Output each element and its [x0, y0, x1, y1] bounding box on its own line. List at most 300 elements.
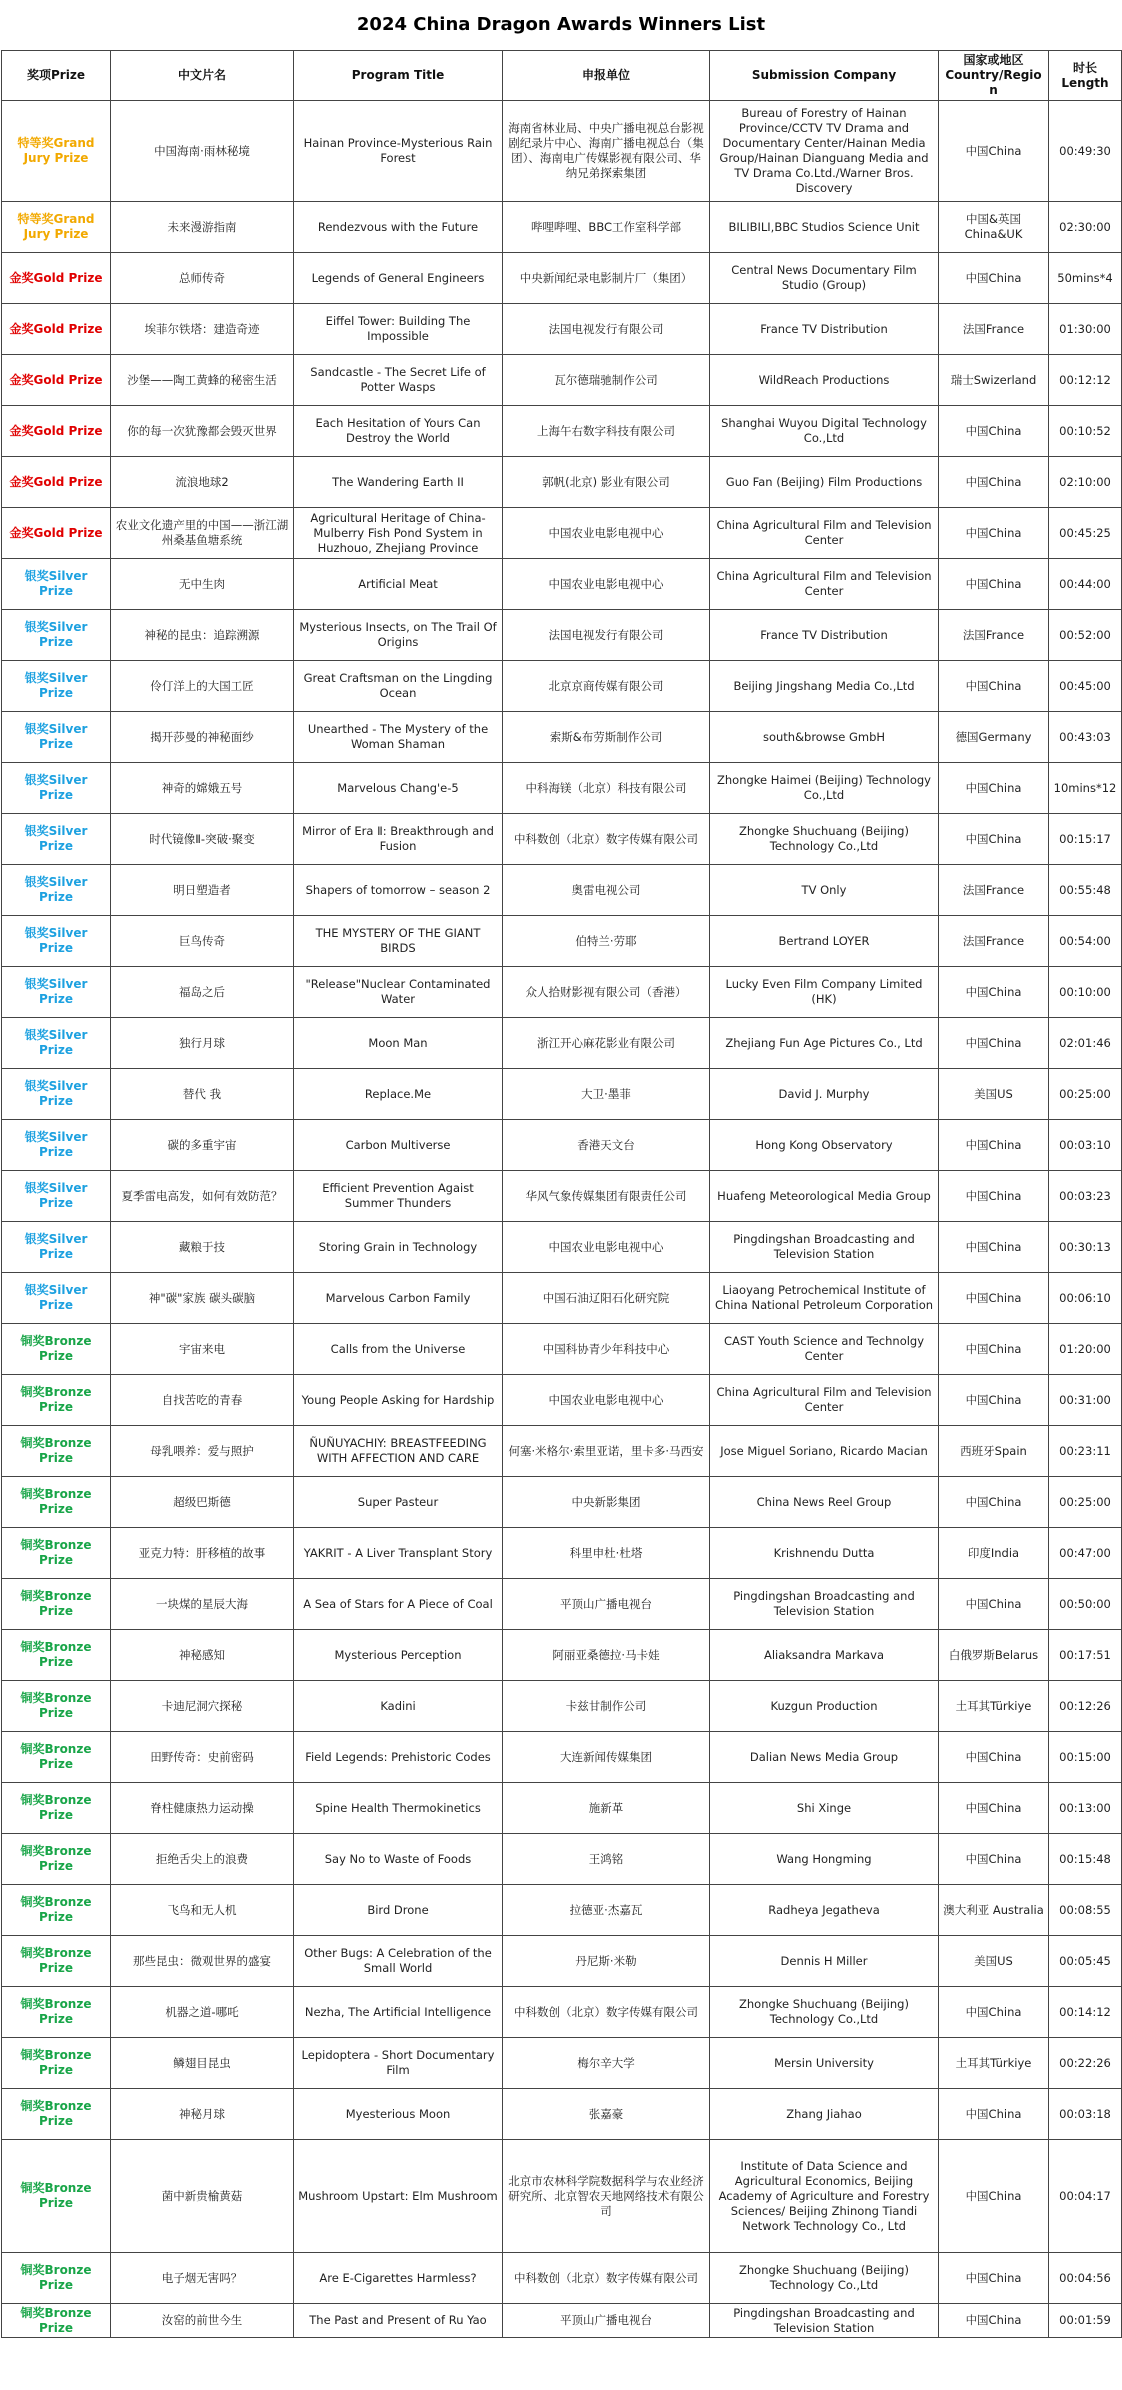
program-title-cell: Hainan Province-Mysterious Rain Forest: [294, 101, 503, 202]
submission-company-cell: Kuzgun Production: [710, 1681, 939, 1732]
prize-cell: 金奖Gold Prize: [2, 406, 111, 457]
applicant-cell: 中科数创（北京）数字传媒有限公司: [503, 2253, 710, 2304]
submission-company-cell: Guo Fan (Beijing) Film Productions: [710, 457, 939, 508]
country-cell: 中国China: [939, 2253, 1049, 2304]
country-cell: 美国US: [939, 1936, 1049, 1987]
submission-company-cell: David J. Murphy: [710, 1069, 939, 1120]
submission-company-cell: Zhongke Shuchuang (Beijing) Technology Co.,Ltd: [710, 2253, 939, 2304]
length-cell: 00:45:00: [1049, 661, 1122, 712]
applicant-cell: 奥雷电视公司: [503, 865, 710, 916]
country-cell: 中国China: [939, 406, 1049, 457]
cn-title-cell: 夏季雷电高发，如何有效防范？: [111, 1171, 294, 1222]
country-cell: 中国China: [939, 1222, 1049, 1273]
submission-company-cell: Shanghai Wuyou Digital Technology Co.,Ltd: [710, 406, 939, 457]
length-cell: 00:04:56: [1049, 2253, 1122, 2304]
table-row: [2, 1375, 1122, 1426]
prize-cell: 银奖Silver Prize: [2, 814, 111, 865]
program-title-cell: Spine Health Thermokinetics: [294, 1783, 503, 1834]
table-row: [2, 1528, 1122, 1579]
prize-cell: 铜奖Bronze Prize: [2, 1681, 111, 1732]
cn-title-cell: 未来漫游指南: [111, 202, 294, 253]
submission-company-cell: Bertrand LOYER: [710, 916, 939, 967]
prize-cell: 铜奖Bronze Prize: [2, 1834, 111, 1885]
length-cell: 00:13:00: [1049, 1783, 1122, 1834]
program-title-cell: Each Hesitation of Yours Can Destroy the World: [294, 406, 503, 457]
prize-cell: 铜奖Bronze Prize: [2, 2304, 111, 2338]
cn-title-cell: 神秘感知: [111, 1630, 294, 1681]
prize-cell: 铜奖Bronze Prize: [2, 1630, 111, 1681]
country-cell: 美国US: [939, 1069, 1049, 1120]
submission-company-cell: TV Only: [710, 865, 939, 916]
program-title-cell: Eiffel Tower: Building The Impossible: [294, 304, 503, 355]
table-row: [2, 916, 1122, 967]
length-cell: 01:30:00: [1049, 304, 1122, 355]
program-title-cell: A Sea of Stars for A Piece of Coal: [294, 1579, 503, 1630]
prize-cell: 银奖Silver Prize: [2, 1273, 111, 1324]
submission-company-cell: Pingdingshan Broadcasting and Television Station: [710, 2304, 939, 2338]
prize-cell: 银奖Silver Prize: [2, 865, 111, 916]
program-title-cell: Mysterious Insects, on The Trail Of Origins: [294, 610, 503, 661]
prize-cell: 银奖Silver Prize: [2, 763, 111, 814]
header-cn-title: 中文片名: [111, 51, 294, 101]
submission-company-cell: France TV Distribution: [710, 304, 939, 355]
submission-company-cell: Krishnendu Dutta: [710, 1528, 939, 1579]
submission-company-cell: China News Reel Group: [710, 1477, 939, 1528]
table-row: [2, 1732, 1122, 1783]
program-title-cell: Kadini: [294, 1681, 503, 1732]
program-title-cell: Myesterious Moon: [294, 2089, 503, 2140]
prize-cell: 特等奖Grand Jury Prize: [2, 101, 111, 202]
program-title-cell: Other Bugs: A Celebration of the Small World: [294, 1936, 503, 1987]
prize-cell: 银奖Silver Prize: [2, 661, 111, 712]
submission-company-cell: Liaoyang Petrochemical Institute of China National Petroleum Corporation: [710, 1273, 939, 1324]
country-cell: 法国France: [939, 916, 1049, 967]
program-title-cell: The Past and Present of Ru Yao: [294, 2304, 503, 2338]
submission-company-cell: China Agricultural Film and Television Center: [710, 508, 939, 559]
applicant-cell: 索斯&布劳斯制作公司: [503, 712, 710, 763]
table-row: [2, 2253, 1122, 2304]
country-cell: 中国China: [939, 253, 1049, 304]
submission-company-cell: China Agricultural Film and Television Center: [710, 559, 939, 610]
submission-company-cell: Zhejiang Fun Age Pictures Co., Ltd: [710, 1018, 939, 1069]
cn-title-cell: 神"碳"家族 碳头碳脑: [111, 1273, 294, 1324]
table-row: [2, 304, 1122, 355]
program-title-cell: Are E-Cigarettes Harmless?: [294, 2253, 503, 2304]
submission-company-cell: Pingdingshan Broadcasting and Television Station: [710, 1222, 939, 1273]
country-cell: 中国China: [939, 457, 1049, 508]
program-title-cell: Efficient Prevention Agaist Summer Thunders: [294, 1171, 503, 1222]
cn-title-cell: 巨鸟传奇: [111, 916, 294, 967]
program-title-cell: Rendezvous with the Future: [294, 202, 503, 253]
submission-company-cell: Radheya Jegatheva: [710, 1885, 939, 1936]
table-row: [2, 1681, 1122, 1732]
program-title-cell: The Wandering Earth II: [294, 457, 503, 508]
cn-title-cell: 流浪地球2: [111, 457, 294, 508]
table-row: [2, 661, 1122, 712]
table-row: [2, 1069, 1122, 1120]
program-title-cell: Marvelous Carbon Family: [294, 1273, 503, 1324]
program-title-cell: ÑUÑUYACHIY: BREASTFEEDING WITH AFFECTION AND CARE: [294, 1426, 503, 1477]
program-title-cell: YAKRIT - A Liver Transplant Story: [294, 1528, 503, 1579]
prize-cell: 铜奖Bronze Prize: [2, 1783, 111, 1834]
applicant-cell: 中央新闻纪录电影制片厂（集团）: [503, 253, 710, 304]
cn-title-cell: 超级巴斯德: [111, 1477, 294, 1528]
table-row: [2, 967, 1122, 1018]
table-row: [2, 406, 1122, 457]
table-row: [2, 610, 1122, 661]
country-cell: 土耳其Türkiye: [939, 1681, 1049, 1732]
cn-title-cell: 飞鸟和无人机: [111, 1885, 294, 1936]
table-row: [2, 1630, 1122, 1681]
table-row: [2, 1834, 1122, 1885]
cn-title-cell: 伶仃洋上的大国工匠: [111, 661, 294, 712]
length-cell: 00:17:51: [1049, 1630, 1122, 1681]
length-cell: 50mins*4: [1049, 253, 1122, 304]
country-cell: 中国&英国 China&UK: [939, 202, 1049, 253]
country-cell: 中国China: [939, 814, 1049, 865]
length-cell: 00:12:26: [1049, 1681, 1122, 1732]
table-row: [2, 508, 1122, 559]
program-title-cell: Calls from the Universe: [294, 1324, 503, 1375]
cn-title-cell: 卡迪尼洞穴探秘: [111, 1681, 294, 1732]
length-cell: 00:49:30: [1049, 101, 1122, 202]
applicant-cell: 梅尔辛大学: [503, 2038, 710, 2089]
cn-title-cell: 福岛之后: [111, 967, 294, 1018]
length-cell: 00:45:25: [1049, 508, 1122, 559]
header-country: 国家或地区 Country/Region: [939, 51, 1049, 101]
table-row: [2, 1120, 1122, 1171]
length-cell: 02:01:46: [1049, 1018, 1122, 1069]
length-cell: 00:10:00: [1049, 967, 1122, 1018]
applicant-cell: 平顶山广播电视台: [503, 2304, 710, 2338]
applicant-cell: 拉德亚·杰嘉瓦: [503, 1885, 710, 1936]
prize-cell: 金奖Gold Prize: [2, 253, 111, 304]
length-cell: 00:01:59: [1049, 2304, 1122, 2338]
country-cell: 中国China: [939, 1375, 1049, 1426]
length-cell: 02:10:00: [1049, 457, 1122, 508]
applicant-cell: 中科海镁（北京）科技有限公司: [503, 763, 710, 814]
table-row: [2, 1477, 1122, 1528]
applicant-cell: 中科数创（北京）数字传媒有限公司: [503, 1987, 710, 2038]
table-row: [2, 2304, 1122, 2338]
submission-company-cell: France TV Distribution: [710, 610, 939, 661]
applicant-cell: 中国农业电影电视中心: [503, 508, 710, 559]
submission-company-cell: Zhongke Shuchuang (Beijing) Technology Co.,Ltd: [710, 1987, 939, 2038]
program-title-cell: Young People Asking for Hardship: [294, 1375, 503, 1426]
country-cell: 瑞士Swizerland: [939, 355, 1049, 406]
applicant-cell: 卡兹甘制作公司: [503, 1681, 710, 1732]
cn-title-cell: 独行月球: [111, 1018, 294, 1069]
submission-company-cell: Dalian News Media Group: [710, 1732, 939, 1783]
program-title-cell: Storing Grain in Technology: [294, 1222, 503, 1273]
submission-company-cell: Jose Miguel Soriano, Ricardo Macian: [710, 1426, 939, 1477]
table-row: [2, 1171, 1122, 1222]
applicant-cell: 中国石油辽阳石化研究院: [503, 1273, 710, 1324]
cn-title-cell: 神秘的昆虫：追踪溯源: [111, 610, 294, 661]
program-title-cell: "Release"Nuclear Contaminated Water: [294, 967, 503, 1018]
length-cell: 00:31:00: [1049, 1375, 1122, 1426]
prize-cell: 铜奖Bronze Prize: [2, 2140, 111, 2253]
submission-company-cell: CAST Youth Science and Technolgy Center: [710, 1324, 939, 1375]
country-cell: 中国China: [939, 101, 1049, 202]
prize-cell: 铜奖Bronze Prize: [2, 1426, 111, 1477]
submission-company-cell: Shi Xinge: [710, 1783, 939, 1834]
program-title-cell: Nezha, The Artificial Intelligence: [294, 1987, 503, 2038]
table-row: [2, 1222, 1122, 1273]
length-cell: 00:10:52: [1049, 406, 1122, 457]
table-row: [2, 814, 1122, 865]
table-row: [2, 2038, 1122, 2089]
prize-cell: 金奖Gold Prize: [2, 304, 111, 355]
cn-title-cell: 中国海南·雨林秘境: [111, 101, 294, 202]
winners-table: [1, 50, 1122, 2338]
prize-cell: 金奖Gold Prize: [2, 355, 111, 406]
applicant-cell: 王鸿铭: [503, 1834, 710, 1885]
length-cell: 00:14:12: [1049, 1987, 1122, 2038]
program-title-cell: Field Legends: Prehistoric Codes: [294, 1732, 503, 1783]
program-title-cell: Moon Man: [294, 1018, 503, 1069]
prize-cell: 铜奖Bronze Prize: [2, 1885, 111, 1936]
applicant-cell: 中国农业电影电视中心: [503, 1222, 710, 1273]
program-title-cell: Great Craftsman on the Lingding Ocean: [294, 661, 503, 712]
length-cell: 02:30:00: [1049, 202, 1122, 253]
cn-title-cell: 沙堡——陶工黄蜂的秘密生活: [111, 355, 294, 406]
cn-title-cell: 拒绝舌尖上的浪费: [111, 1834, 294, 1885]
applicant-cell: 浙江开心麻花影业有限公司: [503, 1018, 710, 1069]
applicant-cell: 丹尼斯·米勒: [503, 1936, 710, 1987]
prize-cell: 银奖Silver Prize: [2, 610, 111, 661]
prize-cell: 金奖Gold Prize: [2, 508, 111, 559]
program-title-cell: Mysterious Perception: [294, 1630, 503, 1681]
applicant-cell: 中国科协青少年科技中心: [503, 1324, 710, 1375]
length-cell: 01:20:00: [1049, 1324, 1122, 1375]
country-cell: 法国France: [939, 610, 1049, 661]
submission-company-cell: BILIBILI,BBC Studios Science Unit: [710, 202, 939, 253]
cn-title-cell: 那些昆虫：微观世界的盛宴: [111, 1936, 294, 1987]
applicant-cell: 施新革: [503, 1783, 710, 1834]
length-cell: 00:15:17: [1049, 814, 1122, 865]
table-row: [2, 1426, 1122, 1477]
country-cell: 中国China: [939, 559, 1049, 610]
table-row: [2, 1018, 1122, 1069]
cn-title-cell: 埃菲尔铁塔：建造奇迹: [111, 304, 294, 355]
cn-title-cell: 自找苦吃的青春: [111, 1375, 294, 1426]
applicant-cell: 瓦尔德瑞驰制作公司: [503, 355, 710, 406]
prize-cell: 银奖Silver Prize: [2, 967, 111, 1018]
table-row: [2, 1936, 1122, 1987]
prize-cell: 铜奖Bronze Prize: [2, 1987, 111, 2038]
prize-cell: 铜奖Bronze Prize: [2, 1375, 111, 1426]
program-title-cell: Super Pasteur: [294, 1477, 503, 1528]
submission-company-cell: Institute of Data Science and Agricultural Economics, Beijing Academy of Agriculture and Forestry Sciences/ Beijing Zhinong Tiandi Network Technology Co., Ltd: [710, 2140, 939, 2253]
applicant-cell: 大卫·墨菲: [503, 1069, 710, 1120]
table-row: [2, 1273, 1122, 1324]
program-title-cell: Sandcastle - The Secret Life of Potter Wasps: [294, 355, 503, 406]
header-prize: 奖项Prize: [2, 51, 111, 101]
program-title-cell: Agricultural Heritage of China-Mulberry Fish Pond System in Huzhouo, Zhejiang Province: [294, 508, 503, 559]
length-cell: 00:54:00: [1049, 916, 1122, 967]
applicant-cell: 伯特兰·劳耶: [503, 916, 710, 967]
submission-company-cell: Dennis H Miller: [710, 1936, 939, 1987]
prize-cell: 铜奖Bronze Prize: [2, 2253, 111, 2304]
country-cell: 中国China: [939, 1987, 1049, 2038]
prize-cell: 铜奖Bronze Prize: [2, 1528, 111, 1579]
cn-title-cell: 脊柱健康热力运动操: [111, 1783, 294, 1834]
country-cell: 中国China: [939, 1834, 1049, 1885]
applicant-cell: 郭帆(北京) 影业有限公司: [503, 457, 710, 508]
length-cell: 00:47:00: [1049, 1528, 1122, 1579]
prize-cell: 金奖Gold Prize: [2, 457, 111, 508]
length-cell: 00:22:26: [1049, 2038, 1122, 2089]
program-title-cell: Artificial Meat: [294, 559, 503, 610]
cn-title-cell: 一块煤的星辰大海: [111, 1579, 294, 1630]
cn-title-cell: 总师传奇: [111, 253, 294, 304]
country-cell: 法国France: [939, 304, 1049, 355]
submission-company-cell: Pingdingshan Broadcasting and Television Station: [710, 1579, 939, 1630]
table-row: [2, 763, 1122, 814]
header-length: 时长 Length: [1049, 51, 1122, 101]
program-title-cell: Legends of General Engineers: [294, 253, 503, 304]
submission-company-cell: Bureau of Forestry of Hainan Province/CCTV TV Drama and Documentary Center/Hainan Media Group/Hainan Dianguang Media and TV Drama Co.Ltd./Warner Bros. Discovery: [710, 101, 939, 202]
country-cell: 中国China: [939, 763, 1049, 814]
country-cell: 中国China: [939, 1783, 1049, 1834]
submission-company-cell: Zhongke Shuchuang (Beijing) Technology Co.,Ltd: [710, 814, 939, 865]
table-row: [2, 1579, 1122, 1630]
cn-title-cell: 农业文化遗产里的中国——浙江湖州桑基鱼塘系统: [111, 508, 294, 559]
prize-cell: 铜奖Bronze Prize: [2, 1579, 111, 1630]
length-cell: 00:08:55: [1049, 1885, 1122, 1936]
submission-company-cell: Lucky Even Film Company Limited (HK): [710, 967, 939, 1018]
length-cell: 00:12:12: [1049, 355, 1122, 406]
applicant-cell: 何塞·米格尔·索里亚诺，里卡多·马西安: [503, 1426, 710, 1477]
program-title-cell: Carbon Multiverse: [294, 1120, 503, 1171]
cn-title-cell: 田野传奇：史前密码: [111, 1732, 294, 1783]
cn-title-cell: 电子烟无害吗？: [111, 2253, 294, 2304]
cn-title-cell: 明日塑造者: [111, 865, 294, 916]
submission-company-cell: Zhang Jiahao: [710, 2089, 939, 2140]
prize-cell: 铜奖Bronze Prize: [2, 2038, 111, 2089]
table-row: [2, 1324, 1122, 1375]
table-row: [2, 202, 1122, 253]
applicant-cell: 大连新闻传媒集团: [503, 1732, 710, 1783]
length-cell: 00:50:00: [1049, 1579, 1122, 1630]
applicant-cell: 华风气象传媒集团有限责任公司: [503, 1171, 710, 1222]
table-row: [2, 2140, 1122, 2253]
country-cell: 中国China: [939, 2140, 1049, 2253]
country-cell: 白俄罗斯Belarus: [939, 1630, 1049, 1681]
program-title-cell: Say No to Waste of Foods: [294, 1834, 503, 1885]
applicant-cell: 法国电视发行有限公司: [503, 304, 710, 355]
submission-company-cell: Huafeng Meteorological Media Group: [710, 1171, 939, 1222]
table-row: [2, 457, 1122, 508]
submission-company-cell: Wang Hongming: [710, 1834, 939, 1885]
cn-title-cell: 汝窑的前世今生: [111, 2304, 294, 2338]
length-cell: 00:25:00: [1049, 1477, 1122, 1528]
length-cell: 00:44:00: [1049, 559, 1122, 610]
length-cell: 00:03:23: [1049, 1171, 1122, 1222]
prize-cell: 铜奖Bronze Prize: [2, 1477, 111, 1528]
applicant-cell: 中央新影集团: [503, 1477, 710, 1528]
submission-company-cell: China Agricultural Film and Television Center: [710, 1375, 939, 1426]
length-cell: 00:03:18: [1049, 2089, 1122, 2140]
applicant-cell: 北京京商传媒有限公司: [503, 661, 710, 712]
country-cell: 中国China: [939, 2089, 1049, 2140]
country-cell: 中国China: [939, 1579, 1049, 1630]
table-row: [2, 865, 1122, 916]
cn-title-cell: 母乳喂养：爱与照护: [111, 1426, 294, 1477]
program-title-cell: THE MYSTERY OF THE GIANT BIRDS: [294, 916, 503, 967]
cn-title-cell: 神秘月球: [111, 2089, 294, 2140]
country-cell: 法国France: [939, 865, 1049, 916]
country-cell: 中国China: [939, 2304, 1049, 2338]
prize-cell: 银奖Silver Prize: [2, 712, 111, 763]
program-title-cell: Marvelous Chang'e-5: [294, 763, 503, 814]
country-cell: 德国Germany: [939, 712, 1049, 763]
applicant-cell: 中国农业电影电视中心: [503, 1375, 710, 1426]
program-title-cell: Bird Drone: [294, 1885, 503, 1936]
country-cell: 中国China: [939, 1273, 1049, 1324]
country-cell: 西班牙Spain: [939, 1426, 1049, 1477]
applicant-cell: 香港天文台: [503, 1120, 710, 1171]
cn-title-cell: 你的每一次犹豫都会毁灭世界: [111, 406, 294, 457]
program-title-cell: Replace.Me: [294, 1069, 503, 1120]
table-row: [2, 559, 1122, 610]
cn-title-cell: 碳的多重宇宙: [111, 1120, 294, 1171]
prize-cell: 银奖Silver Prize: [2, 1069, 111, 1120]
cn-title-cell: 机器之道-哪吒: [111, 1987, 294, 2038]
applicant-cell: 北京市农林科学院数据科学与农业经济研究所、北京智农天地网络技术有限公司: [503, 2140, 710, 2253]
program-title-cell: Shapers of tomorrow – season 2: [294, 865, 503, 916]
prize-cell: 特等奖Grand Jury Prize: [2, 202, 111, 253]
cn-title-cell: 宇宙来电: [111, 1324, 294, 1375]
submission-company-cell: Central News Documentary Film Studio (Group): [710, 253, 939, 304]
country-cell: 中国China: [939, 1120, 1049, 1171]
country-cell: 中国China: [939, 1018, 1049, 1069]
prize-cell: 铜奖Bronze Prize: [2, 2089, 111, 2140]
country-cell: 中国China: [939, 1171, 1049, 1222]
country-cell: 印度India: [939, 1528, 1049, 1579]
applicant-cell: 海南省林业局、中央广播电视总台影视剧纪录片中心、海南广播电视总台（集团）、海南电广传媒影视有限公司、华纳兄弟探索集团: [503, 101, 710, 202]
header-program-title: Program Title: [294, 51, 503, 101]
length-cell: 00:55:48: [1049, 865, 1122, 916]
submission-company-cell: Aliaksandra Markava: [710, 1630, 939, 1681]
applicant-cell: 平顶山广播电视台: [503, 1579, 710, 1630]
country-cell: 土耳其Türkiye: [939, 2038, 1049, 2089]
submission-company-cell: south&browse GmbH: [710, 712, 939, 763]
cn-title-cell: 亚克力特：肝移植的故事: [111, 1528, 294, 1579]
submission-company-cell: WildReach Productions: [710, 355, 939, 406]
prize-cell: 银奖Silver Prize: [2, 916, 111, 967]
submission-company-cell: Zhongke Haimei (Beijing) Technology Co.,Ltd: [710, 763, 939, 814]
length-cell: 00:05:45: [1049, 1936, 1122, 1987]
prize-cell: 银奖Silver Prize: [2, 1171, 111, 1222]
prize-cell: 铜奖Bronze Prize: [2, 1732, 111, 1783]
cn-title-cell: 菌中新贵榆黄菇: [111, 2140, 294, 2253]
country-cell: 中国China: [939, 1477, 1049, 1528]
table-header-row: [2, 51, 1122, 101]
country-cell: 中国China: [939, 661, 1049, 712]
prize-cell: 银奖Silver Prize: [2, 1018, 111, 1069]
length-cell: 00:06:10: [1049, 1273, 1122, 1324]
submission-company-cell: Mersin University: [710, 2038, 939, 2089]
country-cell: 中国China: [939, 967, 1049, 1018]
cn-title-cell: 神奇的嫦娥五号: [111, 763, 294, 814]
cn-title-cell: 无中生肉: [111, 559, 294, 610]
length-cell: 00:52:00: [1049, 610, 1122, 661]
length-cell: 00:43:03: [1049, 712, 1122, 763]
prize-cell: 铜奖Bronze Prize: [2, 1936, 111, 1987]
cn-title-cell: 藏粮于技: [111, 1222, 294, 1273]
